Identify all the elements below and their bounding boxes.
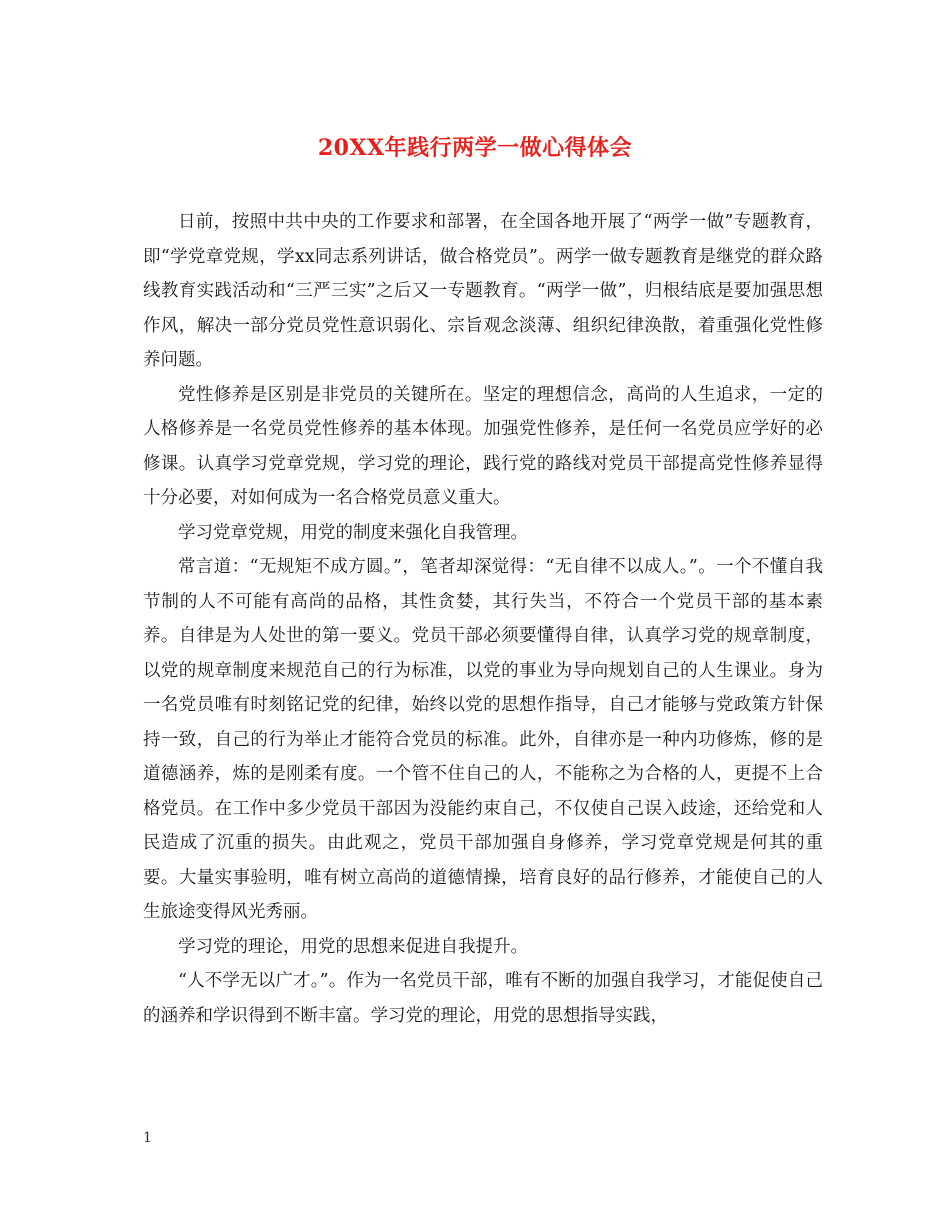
paragraph-6: “人不学无以广才。”。作为一名党员干部，唯有不断的加强自我学习，才能促使自己的涵养和学识得到不断丰富。学习党的理论，用党的思想指导实践， <box>143 971 823 1026</box>
paragraph-3: 学习党章党规，用党的制度来强化自我管理。 <box>178 522 528 543</box>
paragraph-2: 党性修养是区别是非党员的关键所在。坚定的理想信念，高尚的人生追求，一定的人格修养是一名党员党性修养的基本体现。加强党性修养，是任何一名党员应学好的必修课。认真学习党章党规，学习党的理论，践行党的路线对党员干部提高党性修养显得十分必要，对如何成为一名合格党员意义重大。 <box>143 384 823 508</box>
paragraph-4: 常言道：“无规矩不成方圆。”，笔者却深觉得：“无自律不以成人。”。一个不懂自我节制的人不可能有高尚的品格，其性贪婪，其行失当，不符合一个党员干部的基本素养。自律是为人处世的第一要义。党员干部必须要懂得自律，认真学习党的规章制度，以党的规章制度来规范自己的行为标准，以党的事业为导向规划自己的人生课业。身为一名党员唯有时刻铭记党的纪律，始终以党的思想作指导，自己才能够与党政策方针保持一致，自己的行为举止才能符合党员的标准。此外，自律亦是一种内功修炼，修的是道德涵养，炼的是刚柔有度。一个管不住自己的人，不能称之为合格的人，更提不上合格党员。在工作中多少党员干部因为没能约束自己，不仅使自己误入歧途，还给党和人民造成了沉重的损失。由此观之，党员干部加强自身修养，学习党章党规是何其的重要。大量实事验明，唯有树立高尚的道德情操，培育良好的品行修养，才能使自己的人生旅途变得风光秀丽。 <box>143 557 823 922</box>
document-body <box>143 205 823 1033</box>
document-title: 20XX年践行两学一做心得体会 <box>317 135 633 161</box>
paragraph-5: 学习党的理论，用党的思想来促进自我提升。 <box>178 936 528 957</box>
paragraph-1: 日前，按照中共中央的工作要求和部署，在全国各地开展了“两学一做”专题教育，即“学党章党规，学xx同志系列讲话，做合格党员”。两学一做专题教育是继党的群众路线教育实践活动和“三严三实”之后又一专题教育。“两学一做”，归根结底是要加强思想作风，解决一部分党员党性意识弱化、宗旨观念淡薄、组织纪律涣散，着重强化党性修养问题。 <box>143 212 823 370</box>
page-number: 1 <box>143 1130 152 1146</box>
